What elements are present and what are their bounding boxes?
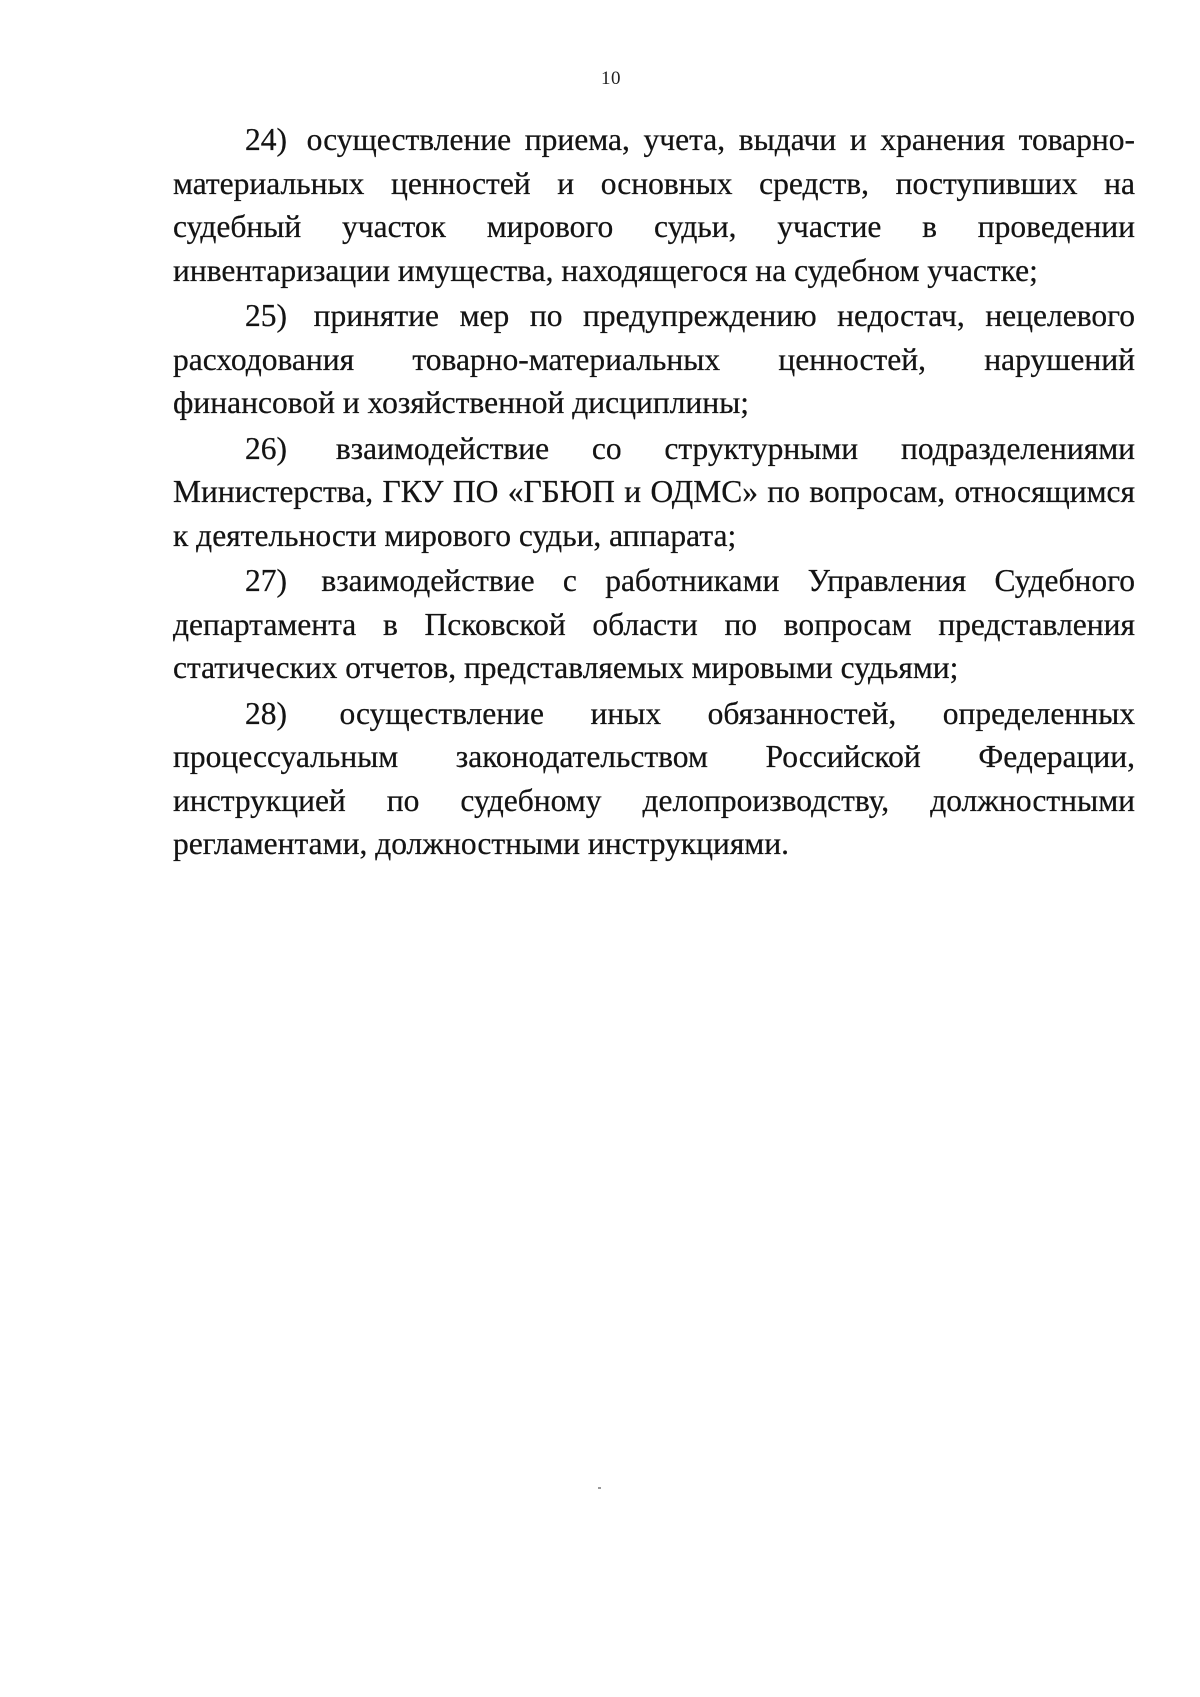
document-body	[173, 118, 1135, 868]
list-item-28	[173, 692, 1135, 866]
item-number: 25)	[245, 298, 287, 333]
item-text: взаимодействие со структурными подразделениями Министерства, ГКУ ПО «ГБЮП и ОДМС» по вопросам, относящимся к деятельности мирового судьи, аппарата;	[173, 430, 1136, 553]
item-number: 24)	[245, 122, 287, 157]
item-number: 27)	[245, 563, 287, 598]
item-text: осуществление приема, учета, выдачи и хранения товарно-материальных ценностей и основных средств, поступивших на судебный участок мирового судьи, участие в проведении инвентаризации имущества, находящегося на судебном участке;	[173, 122, 1136, 288]
list-item-26	[173, 427, 1135, 558]
list-item-25	[173, 294, 1135, 425]
item-number: 26)	[245, 430, 287, 466]
list-item-24	[173, 118, 1135, 292]
item-text: принятие мер по предупреждению недостач, нецелевого расходования товарно-материальных ценностей, нарушений финансовой и хозяйственной дисциплины;	[173, 298, 1135, 420]
item-text: взаимодействие с работниками Управления Судебного департамента в Псковской области по вопросам представления статических отчетов, представляемых мировыми судьями;	[173, 563, 1136, 685]
list-item-27	[173, 559, 1135, 690]
item-text: осуществление иных обязанностей, определенных процессуальным законодательством Российской Федерации, инструкцией по судебному делопроизводству, должностными регламентами, должностными инструкциями.	[173, 695, 1136, 861]
page-number: 10	[601, 68, 621, 89]
scan-artifact	[598, 1487, 601, 1489]
item-number: 28)	[245, 695, 287, 731]
